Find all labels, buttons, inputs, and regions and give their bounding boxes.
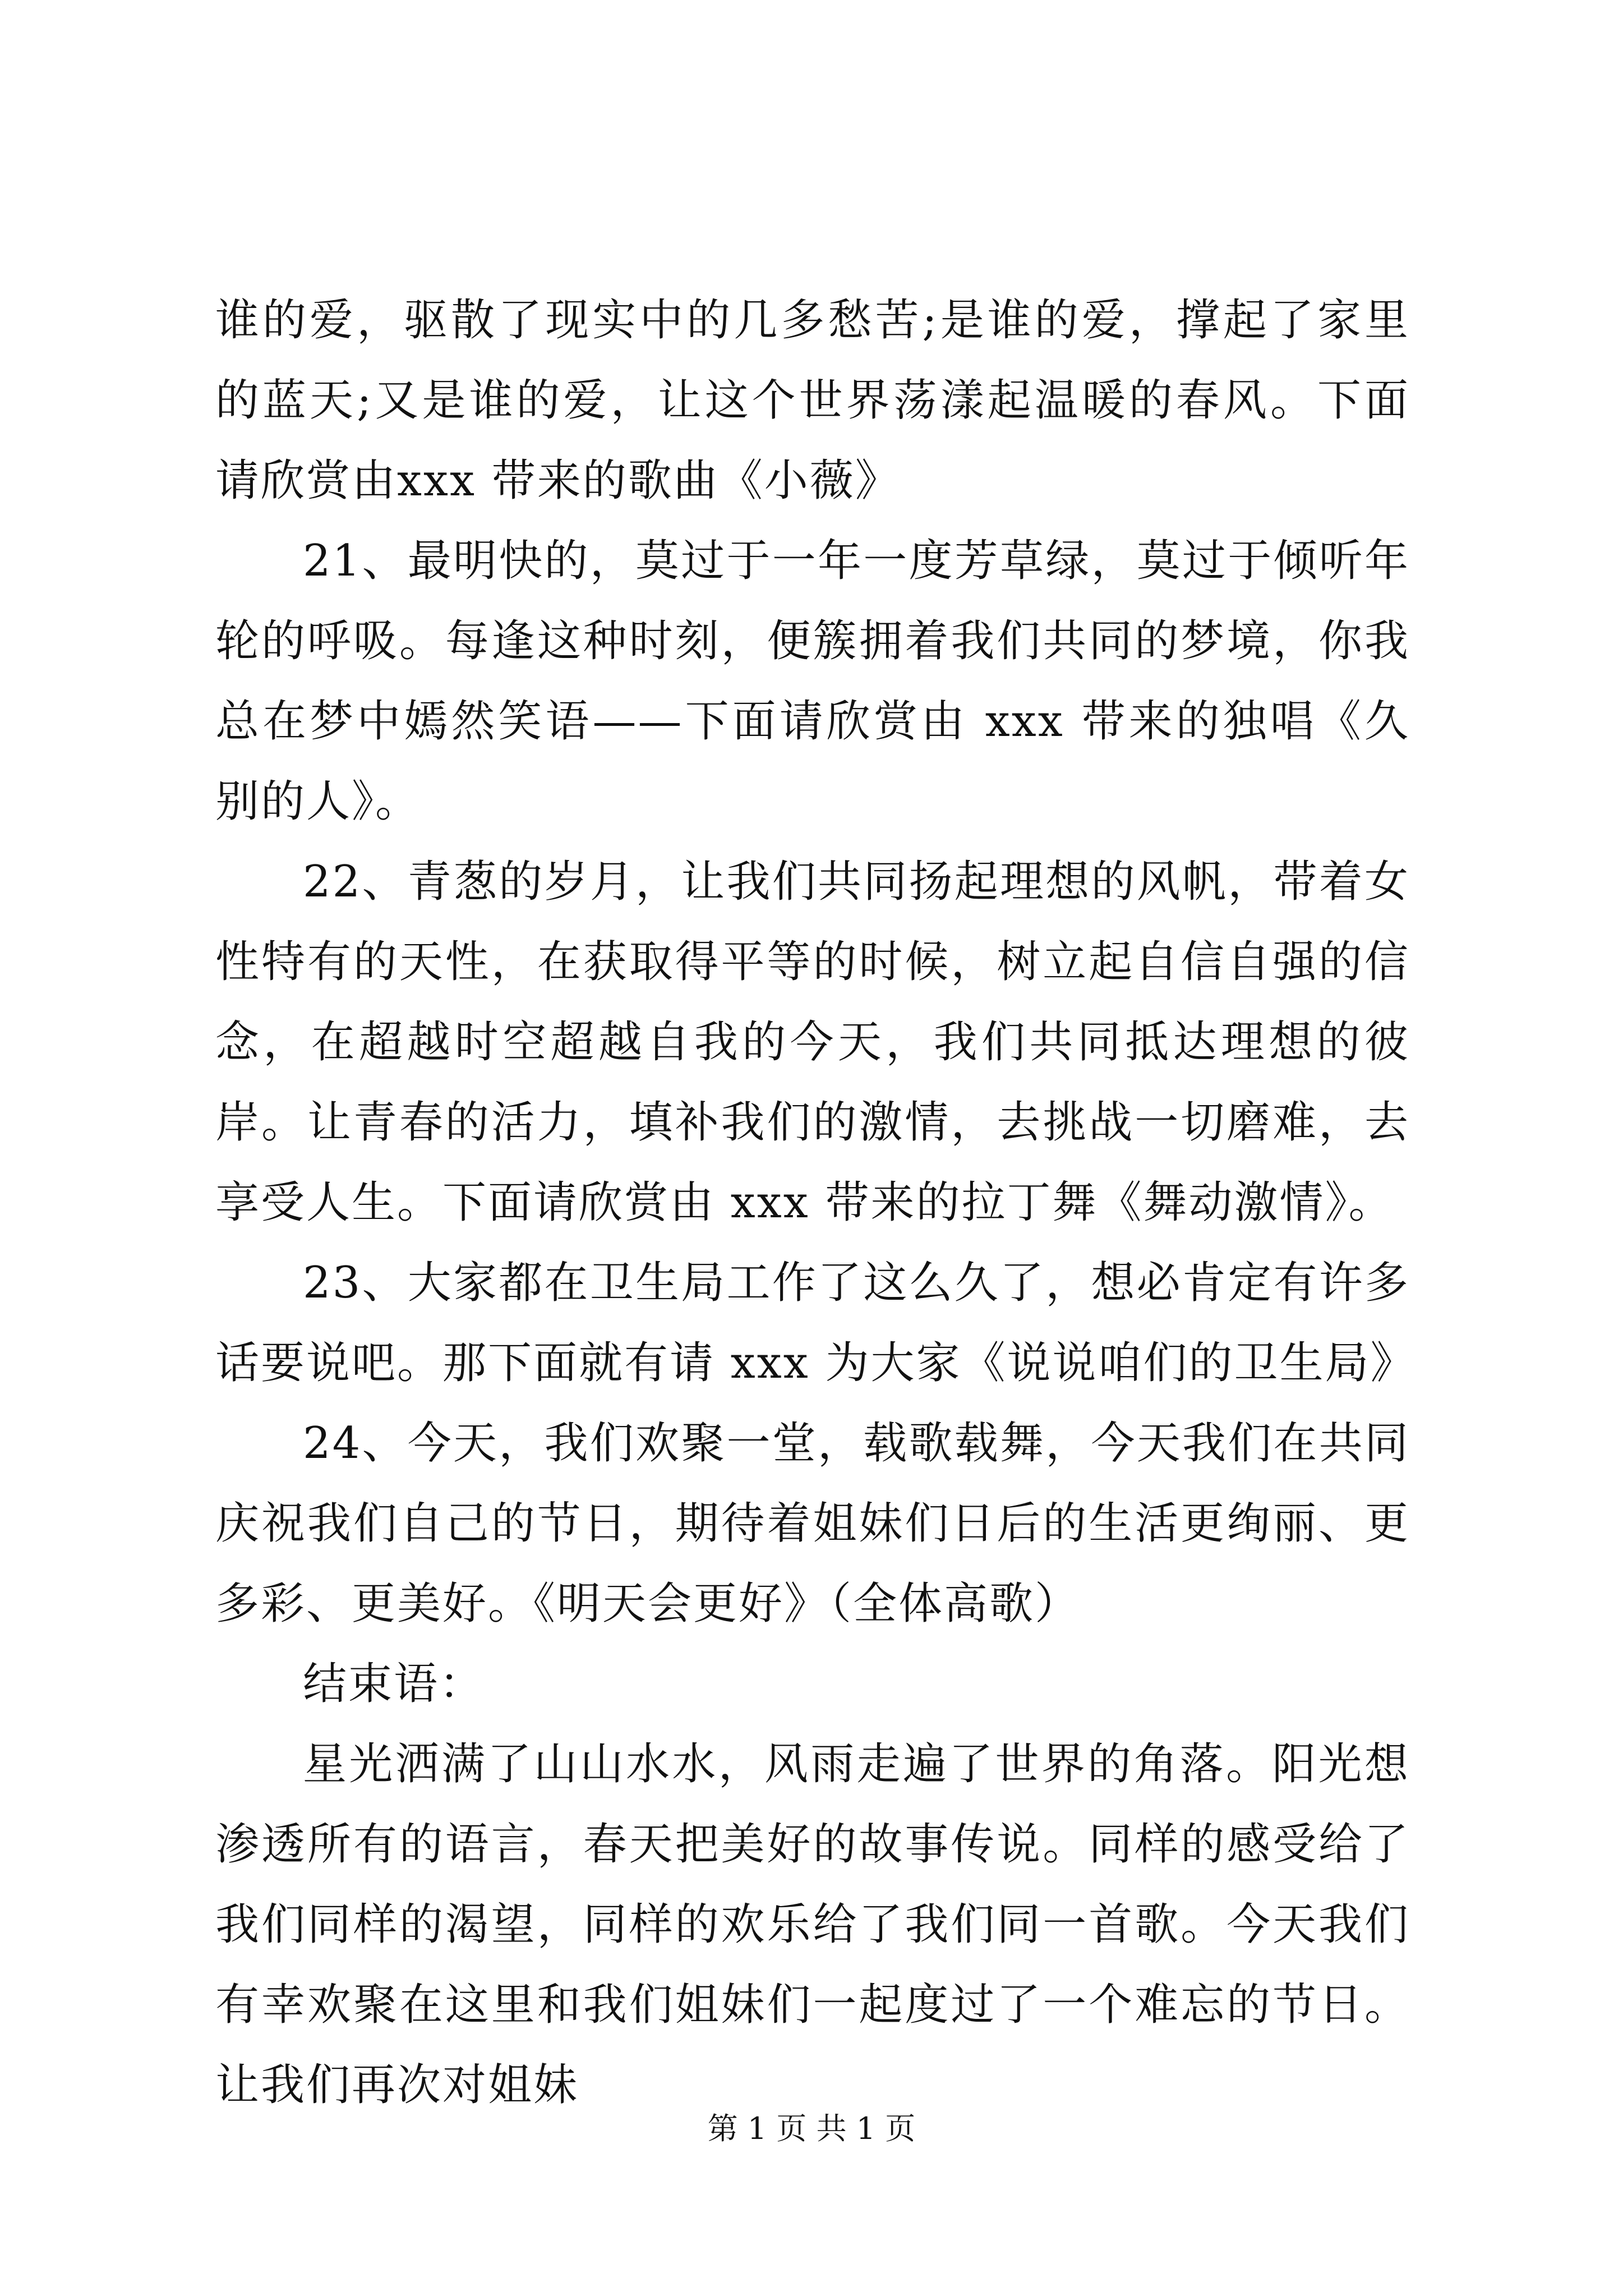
paragraph-22: 22、青葱的岁月，让我们共同扬起理想的风帆，带着女性特有的天性，在获取得平等的时候，树立起自信自强的信念，在超越时空超越自我的今天，我们共同抵达理想的彼岸。让青春的活力，填补我们的激情，去挑战一切磨难，去享受人生。下面请欣赏由 xxx 带来的拉丁舞《舞动激情》。 — [215, 857, 1410, 1228]
document-body — [215, 280, 1416, 2125]
paragraph-24: 24、今天，我们欢聚一堂，载歌载舞，今天我们在共同庆祝我们自己的节日，期待着姐妹们日后的生活更绚丽、更多彩、更美好。《明天会更好》（全体高歌） — [215, 1418, 1410, 1629]
closing-heading: 结束语： — [303, 1659, 485, 1709]
paragraph-intro-continuation: 谁的爱，驱散了现实中的几多愁苦;是谁的爱，撑起了家里的蓝天;又是谁的爱，让这个世界荡漾起温暖的春风。下面请欣赏由xxx 带来的歌曲《小薇》 — [215, 295, 1410, 506]
page-footer: 第 1 页 共 1 页 — [707, 2111, 916, 2146]
paragraph-closing: 星光洒满了山山水水，风雨走遍了世界的角落。阳光想渗透所有的语言，春天把美好的故事传说。同样的感受给了我们同样的渴望，同样的欢乐给了我们同一首歌。今天我们有幸欢聚在这里和我们姐妹们一起度过了一个难忘的节日。让我们再次对姐妹 — [215, 1739, 1410, 2110]
paragraph-21: 21、最明快的，莫过于一年一度芳草绿，莫过于倾听年轮的呼吸。每逢这种时刻，便簇拥着我们共同的梦境，你我总在梦中嫣然笑语——下面请欣赏由 xxx 带来的独唱《久别的人》。 — [215, 536, 1410, 827]
paragraph-23: 23、大家都在卫生局工作了这么久了，想必肯定有许多话要说吧。那下面就有请 xxx 为大家《说说咱们的卫生局》 — [215, 1258, 1416, 1388]
